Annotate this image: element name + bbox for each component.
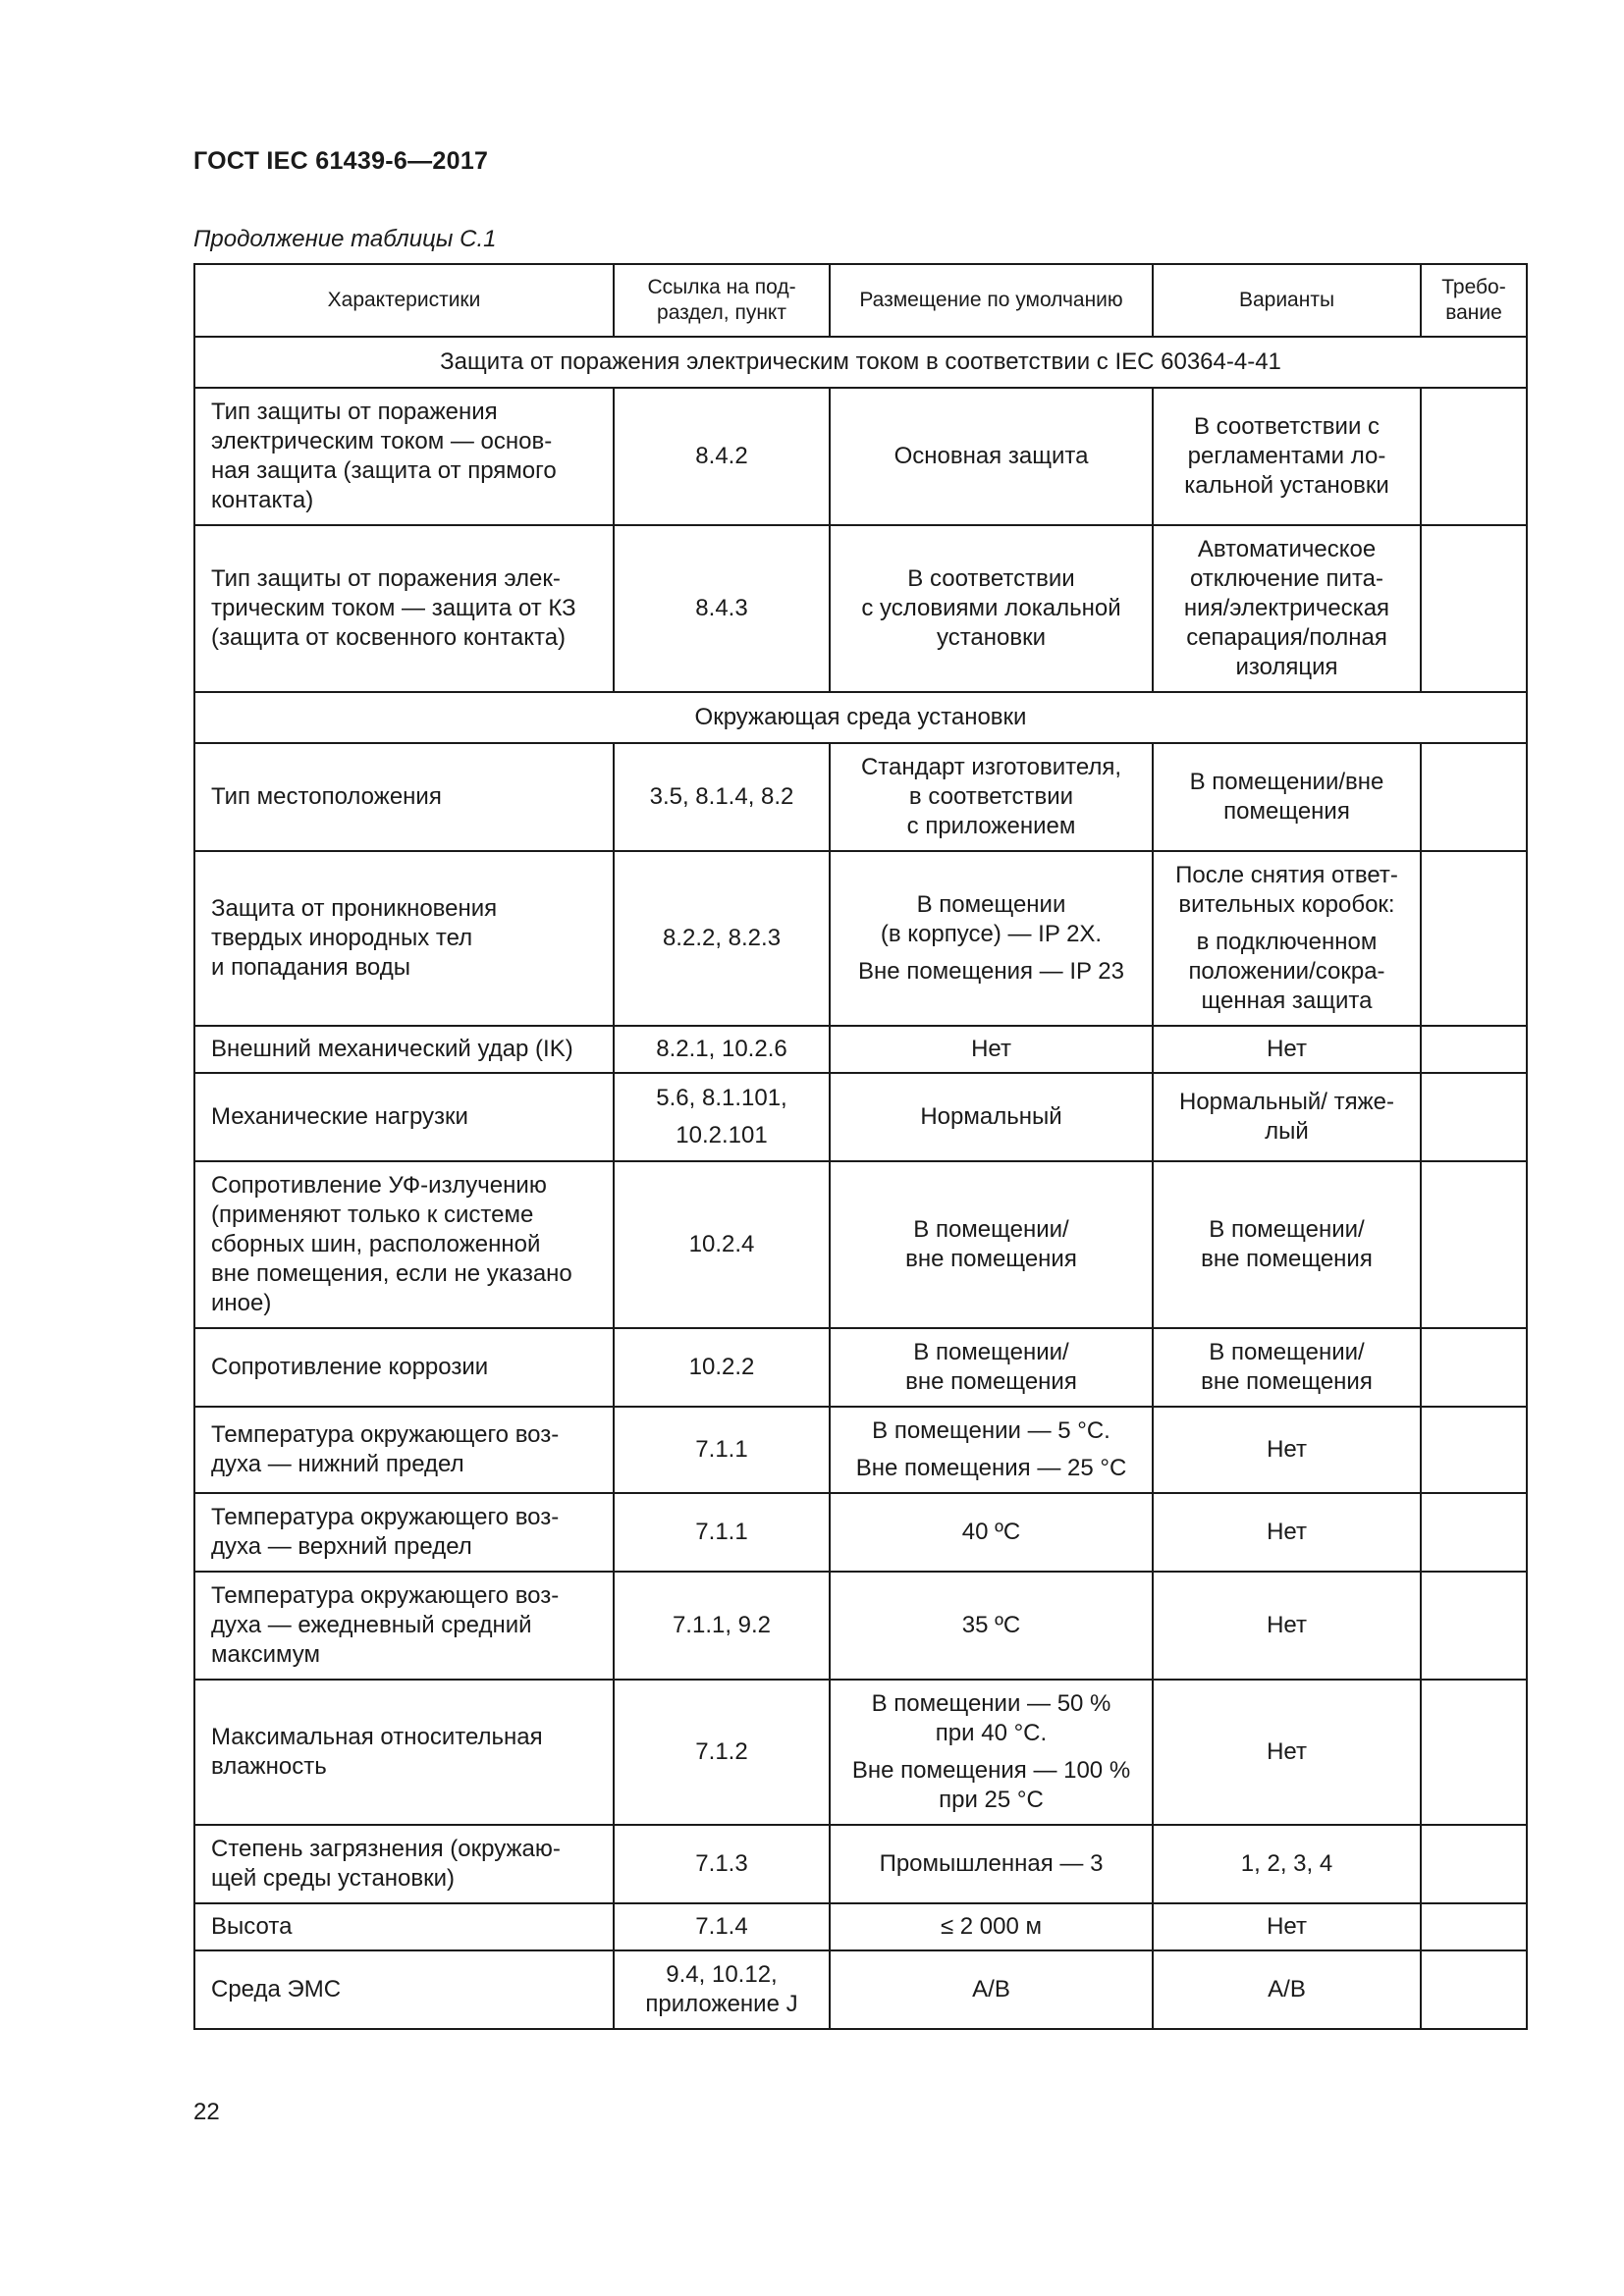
table-row [194, 525, 1527, 692]
cell-requirement [1421, 1680, 1527, 1825]
table-row [194, 743, 1527, 851]
cell-default-placement [830, 525, 1153, 692]
cell-line: 10.2.101 [676, 1122, 768, 1148]
column-header-requirement [1421, 264, 1527, 337]
cell-line: Нет [1267, 1436, 1307, 1463]
cell-characteristic [194, 1950, 614, 2029]
cell-line: Промышленная — 3 [879, 1850, 1104, 1877]
cell-reference [614, 1572, 830, 1680]
column-header-default-placement: Размещение по умолчанию [830, 264, 1153, 337]
cell-characteristic [194, 388, 614, 525]
cell-line: Сопротивление УФ-излучению [211, 1172, 547, 1199]
cell-line: Тип защиты от поражения [211, 399, 498, 425]
cell-characteristic [194, 743, 614, 851]
cell-line: (в корпусе) — IP 2X. [880, 921, 1103, 947]
cell-requirement [1421, 525, 1527, 692]
cell-line: вне помещения [1201, 1368, 1373, 1395]
cell-characteristic [194, 1680, 614, 1825]
cell-line: приложение J [645, 1991, 798, 2017]
cell-line: 10.2.4 [688, 1231, 755, 1257]
cell-line: влажность [211, 1753, 327, 1780]
cell-line: вне помещения [1201, 1246, 1373, 1272]
cell-variants [1153, 525, 1421, 692]
cell-variants [1153, 1572, 1421, 1680]
table-row [194, 1026, 1527, 1073]
cell-reference [614, 1950, 830, 2029]
table-row [194, 388, 1527, 525]
cell-line: А/В [1268, 1976, 1306, 2002]
table-header-row [194, 264, 1527, 337]
table-row [194, 1572, 1527, 1680]
cell-reference [614, 1328, 830, 1407]
header-line: Ссылка на под- [647, 276, 796, 298]
cell-line: контакта) [211, 487, 314, 513]
table-row [194, 1680, 1527, 1825]
table-row [194, 1903, 1527, 1950]
cell-default-placement [830, 851, 1153, 1026]
cell-line: 7.1.1 [695, 1519, 748, 1545]
cell-default-placement [830, 1407, 1153, 1493]
cell-line: максимум [211, 1641, 321, 1668]
cell-line: с приложением [906, 813, 1076, 839]
cell-line: Температура окружающего воз- [211, 1582, 560, 1609]
cell-line: А/В [972, 1976, 1010, 2002]
cell-line: Защита от проникновения [211, 895, 498, 922]
cell-line: Нет [1267, 1036, 1307, 1062]
cell-line: иное) [211, 1290, 272, 1316]
cell-line: сборных шин, расположенной [211, 1231, 541, 1257]
cell-variants [1153, 1950, 1421, 2029]
cell-default-placement [830, 1572, 1153, 1680]
cell-line: вне помещения [905, 1368, 1077, 1395]
cell-line: Нормальный [920, 1103, 1062, 1130]
cell-line: вительных коробок: [1178, 891, 1395, 918]
cell-variants [1153, 743, 1421, 851]
cell-variants [1153, 1825, 1421, 1903]
cell-characteristic [194, 1825, 614, 1903]
cell-reference [614, 1680, 830, 1825]
cell-line: сепарация/полная [1186, 624, 1387, 651]
cell-line: Степень загрязнения (окружаю- [211, 1836, 561, 1862]
cell-requirement [1421, 1903, 1527, 1950]
cell-characteristic [194, 1161, 614, 1328]
cell-variants [1153, 851, 1421, 1026]
section-header-row [194, 692, 1527, 743]
cell-line: В помещении/ [1209, 1339, 1365, 1365]
cell-variants [1153, 388, 1421, 525]
cell-reference [614, 1825, 830, 1903]
cell-default-placement [830, 388, 1153, 525]
cell-reference [614, 525, 830, 692]
cell-line: Вне помещения — 100 % [851, 1757, 1131, 1784]
cell-line: В помещении/вне [1189, 769, 1384, 795]
cell-line: твердых инородных тел [211, 925, 473, 951]
cell-characteristic [194, 1572, 614, 1680]
header-line: раздел, пункт [657, 301, 786, 324]
cell-line: Среда ЭМС [211, 1976, 342, 2002]
cell-line: помещения [1223, 798, 1350, 825]
cell-default-placement [830, 1026, 1153, 1073]
cell-variants [1153, 1328, 1421, 1407]
cell-requirement [1421, 1825, 1527, 1903]
cell-characteristic [194, 1026, 614, 1073]
cell-line: Стандарт изготовителя, [860, 754, 1122, 780]
cell-line: Вне помещения — 25 °С [855, 1455, 1127, 1481]
cell-variants [1153, 1680, 1421, 1825]
cell-line: лый [1265, 1118, 1309, 1145]
cell-variants [1153, 1161, 1421, 1328]
cell-line: вне помещения [905, 1246, 1077, 1272]
cell-default-placement [830, 1161, 1153, 1328]
cell-line: 7.1.4 [695, 1913, 748, 1940]
column-header-characteristics: Характеристики [194, 264, 614, 337]
cell-line: Механические нагрузки [211, 1103, 468, 1130]
cell-line: 7.1.1, 9.2 [672, 1612, 772, 1638]
cell-line: 40 ºС [961, 1519, 1021, 1545]
cell-characteristic [194, 1073, 614, 1161]
cell-line: при 25 °С [939, 1787, 1044, 1813]
cell-line: ная защита (защита от прямого [211, 457, 557, 484]
cell-line: в соответствии [908, 783, 1074, 810]
cell-line: духа — ежедневный средний [211, 1612, 532, 1638]
cell-line: Нет [1267, 1519, 1307, 1545]
cell-line: 8.2.2, 8.2.3 [662, 925, 782, 951]
cell-line: Сопротивление коррозии [211, 1354, 489, 1380]
table-row [194, 1073, 1527, 1161]
table-row [194, 1328, 1527, 1407]
table-row [194, 1825, 1527, 1903]
cell-variants [1153, 1026, 1421, 1073]
cell-requirement [1421, 1073, 1527, 1161]
cell-requirement [1421, 388, 1527, 525]
cell-line: Нормальный/ тяже- [1178, 1089, 1394, 1115]
cell-line: Нет [1267, 1612, 1307, 1638]
cell-line: Нет [1267, 1913, 1307, 1940]
cell-line: Тип местоположения [211, 783, 442, 810]
cell-line: В помещении — 50 % [871, 1690, 1111, 1717]
cell-requirement [1421, 743, 1527, 851]
column-header-variants: Варианты [1153, 264, 1421, 337]
cell-characteristic [194, 851, 614, 1026]
cell-reference [614, 1407, 830, 1493]
cell-line: Вне помещения — IP 23 [858, 958, 1124, 985]
cell-default-placement [830, 1493, 1153, 1572]
table-row [194, 1407, 1527, 1493]
table-row [194, 1950, 1527, 2029]
cell-default-placement [830, 1680, 1153, 1825]
cell-line: 3.5, 8.1.4, 8.2 [649, 783, 794, 810]
cell-line: 5.6, 8.1.101, [656, 1085, 787, 1111]
cell-default-placement [830, 743, 1153, 851]
table-row [194, 1493, 1527, 1572]
document-header: ГОСТ IEC 61439-6—2017 [193, 147, 489, 175]
characteristics-table [193, 263, 1528, 2030]
cell-line: 10.2.2 [688, 1354, 755, 1380]
cell-reference [614, 1073, 830, 1161]
cell-line: Автоматическое [1197, 536, 1377, 562]
cell-line: 8.4.3 [695, 595, 748, 621]
cell-default-placement [830, 1950, 1153, 2029]
cell-line: Основная защита [893, 443, 1089, 469]
cell-line: трическим током — защита от КЗ [211, 595, 576, 621]
cell-variants [1153, 1493, 1421, 1572]
cell-line: 9.4, 10.12, [666, 1961, 778, 1988]
cell-default-placement [830, 1328, 1153, 1407]
cell-line: духа — нижний предел [211, 1451, 464, 1477]
cell-line: отключение пита- [1189, 565, 1384, 592]
cell-characteristic [194, 1328, 614, 1407]
column-header-reference [614, 264, 830, 337]
cell-line: Максимальная относительная [211, 1724, 543, 1750]
cell-requirement [1421, 1572, 1527, 1680]
cell-default-placement [830, 1825, 1153, 1903]
cell-line: В помещении — 5 °С. [872, 1417, 1110, 1444]
cell-line: В помещении/ [913, 1216, 1069, 1243]
header-line: Требо- [1441, 276, 1506, 298]
cell-line: Внешний механический удар (IK) [211, 1036, 573, 1062]
cell-line: 7.1.2 [695, 1738, 748, 1765]
cell-reference [614, 1161, 830, 1328]
cell-line: ≤ 2 000 м [940, 1913, 1043, 1940]
cell-line: (применяют только к системе [211, 1201, 534, 1228]
cell-line: В соответствии [907, 565, 1075, 592]
cell-line: 35 ºС [961, 1612, 1021, 1638]
cell-line: В соответствии с [1193, 413, 1380, 440]
cell-line: кальной установки [1184, 472, 1389, 499]
cell-line: с условиями локальной [861, 595, 1121, 621]
cell-line: вне помещения, если не указано [211, 1260, 572, 1287]
cell-requirement [1421, 1493, 1527, 1572]
header-line: вание [1445, 301, 1502, 324]
cell-line: щей среды установки) [211, 1865, 456, 1892]
cell-line: В помещении [916, 891, 1066, 918]
cell-line: Нет [1267, 1738, 1307, 1765]
cell-requirement [1421, 1950, 1527, 2029]
cell-line: щенная защита [1201, 988, 1373, 1014]
cell-line: После снятия ответ- [1175, 862, 1398, 888]
cell-line: 1, 2, 3, 4 [1240, 1850, 1333, 1877]
cell-characteristic [194, 1903, 614, 1950]
cell-line: электрическим током — основ- [211, 428, 553, 454]
cell-default-placement [830, 1073, 1153, 1161]
table-caption: Продолжение таблицы С.1 [193, 226, 497, 252]
cell-line: Тип защиты от поражения элек- [211, 565, 561, 592]
cell-line: 8.2.1, 10.2.6 [656, 1036, 787, 1062]
cell-line: изоляция [1235, 654, 1338, 680]
cell-line: и попадания воды [211, 954, 410, 981]
cell-characteristic [194, 1407, 614, 1493]
cell-reference [614, 1903, 830, 1950]
cell-variants [1153, 1407, 1421, 1493]
cell-reference [614, 743, 830, 851]
cell-line: (защита от косвенного контакта) [211, 624, 567, 651]
page-number: 22 [193, 2099, 220, 2125]
cell-reference [614, 851, 830, 1026]
cell-reference [614, 388, 830, 525]
table-row [194, 1161, 1527, 1328]
cell-requirement [1421, 1161, 1527, 1328]
section-header-row [194, 337, 1527, 388]
cell-line: 8.4.2 [695, 443, 748, 469]
cell-requirement [1421, 1407, 1527, 1493]
cell-line: духа — верхний предел [211, 1533, 472, 1560]
cell-line: Температура окружающего воз- [211, 1504, 560, 1530]
cell-line: ния/электрическая [1183, 595, 1390, 621]
section-title: Защита от поражения электрическим током в соответствии с IEC 60364-4-41 [194, 337, 1527, 388]
cell-line: 7.1.3 [695, 1850, 748, 1877]
cell-line: Нет [971, 1036, 1011, 1062]
cell-requirement [1421, 1328, 1527, 1407]
cell-characteristic [194, 1493, 614, 1572]
cell-line: В помещении/ [1209, 1216, 1365, 1243]
cell-variants [1153, 1073, 1421, 1161]
cell-reference [614, 1026, 830, 1073]
section-title: Окружающая среда установки [194, 692, 1527, 743]
cell-line: положении/сокра- [1188, 958, 1385, 985]
cell-line: при 40 °С. [935, 1720, 1048, 1746]
cell-line: Высота [211, 1913, 293, 1940]
cell-line: Температура окружающего воз- [211, 1421, 560, 1448]
cell-line: В помещении/ [913, 1339, 1069, 1365]
cell-reference [614, 1493, 830, 1572]
cell-requirement [1421, 851, 1527, 1026]
cell-default-placement [830, 1903, 1153, 1950]
cell-variants [1153, 1903, 1421, 1950]
cell-line: 7.1.1 [695, 1436, 748, 1463]
cell-line: регламентами ло- [1187, 443, 1386, 469]
cell-line: в подключенном [1196, 929, 1378, 955]
cell-line: установки [936, 624, 1047, 651]
table-row [194, 851, 1527, 1026]
cell-characteristic [194, 525, 614, 692]
cell-requirement [1421, 1026, 1527, 1073]
